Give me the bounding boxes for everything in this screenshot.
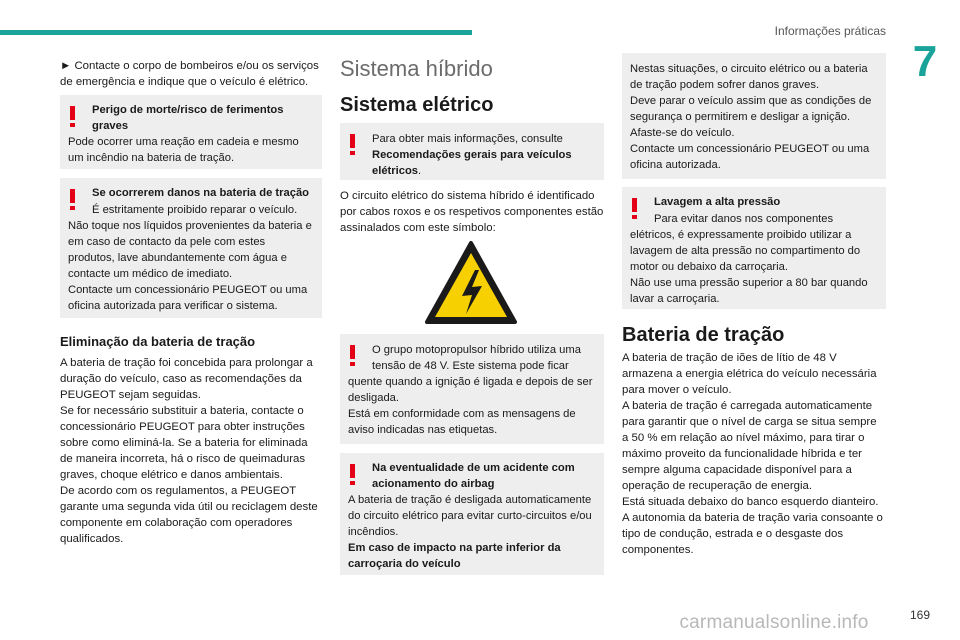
exclamation-icon	[350, 134, 355, 148]
exclamation-icon	[632, 198, 637, 212]
part-title: Sistema híbrido	[340, 56, 493, 81]
warning-body: Pode ocorrer uma reação em cadeia e mesmo um incêndio na bateria de tração.	[68, 136, 299, 164]
watermark: carmanualsonline.info	[679, 612, 869, 633]
warning-box-death-risk	[60, 95, 322, 169]
traction-battery-body: A bateria de tração de iões de lítio de 48 V armazena a energia elétrica do veículo necessária para mover o veículo. A bateria de tração é carregada automaticamente para garantir que o nível de carga se situa sempre a 50 % em relação ao nível máximo, para tirar o máximo proveito da funcionalidade híbrida e ter sempre alguma capacidade disponível para a operação de recuperação de energia. Está situada debaixo do banco esquerdo dianteiro. A autonomia da bateria de tração varia consoante o tipo de condução, estrada e o desgaste dos componentes.	[622, 352, 883, 556]
exclamation-icon	[350, 345, 355, 359]
info-box-general-recommendations	[340, 123, 604, 180]
continued-warning-box	[622, 53, 886, 179]
chapter-number: 7	[912, 37, 938, 86]
exclamation-icon	[70, 106, 75, 120]
warning-body: quente quando a ignição é ligada e depois de ser desligada. Está em conformidade com as mensagens de aviso indicadas nas etiquetas.	[348, 376, 593, 436]
disposal-body: A bateria de tração foi concebida para prolongar a duração do veículo, caso as recomendações da PEUGEOT sejam seguidas. Se for necessário substituir a bateria, contacte o concessionário PEUGEOT para obter instruções sobre como eliminá-la. Se a bateria for eliminada de maneira incorreta, há o risco de queimaduras graves, choque elétrico e danos ambientais. De acordo com os regulamentos, a PEUGEOT garante uma segunda vida útil ou reciclagem deste componente em colaboração com operadores qualificados.	[60, 357, 318, 545]
warning-body: A bateria de tração é desligada automaticamente do circuito elétrico para evitar curto-circuitos e/ou incêndios.	[348, 494, 592, 538]
warning-bold-end: Em caso de impacto na parte inferior da carroçaria do veículo	[348, 542, 561, 570]
continued-warning-body: Nestas situações, o circuito elétrico ou a bateria de tração podem sofrer danos graves. Deve parar o veículo assim que as condições de segurança o permitirem e desligar a ignição. Afaste-se do veículo. Contacte um concessionário PEUGEOT ou uma oficina autorizada.	[630, 63, 872, 171]
section-heading: Sistema elétrico	[340, 94, 494, 116]
warning-line: tensão de 48 V. Este sistema pode ficar	[372, 360, 569, 372]
warning-box-high-pressure-wash	[622, 187, 886, 309]
warning-box-battery-damage	[60, 178, 322, 318]
warning-line: O grupo motopropulsor híbrido utiliza uma	[372, 344, 581, 356]
warning-title: Lavagem a alta pressão	[654, 196, 781, 208]
section-title: Informações práticas	[774, 24, 886, 38]
page-number: 169	[909, 608, 930, 622]
exclamation-icon	[70, 189, 75, 203]
warning-line: É estritamente proibido reparar o veículo.	[92, 203, 298, 216]
header-accent-bar	[0, 30, 472, 35]
info-reference: Recomendações gerais para veículos elétricos	[372, 149, 572, 177]
traction-battery-heading: Bateria de tração	[622, 324, 785, 346]
warning-body: Não toque nos líquidos provenientes da bateria e em caso de contacto da pele com estes produtos, lave abundantemente com água e contacte um médico de imediato. Contacte um concessionário PEUGEOT ou uma oficina autorizada para verificar o sistema.	[68, 219, 312, 312]
warning-title: Perigo de morte/risco de ferimentos graves	[92, 104, 284, 132]
info-suffix: .	[418, 165, 422, 177]
warning-title: Na eventualidade de um acidente com acionamento do airbag	[372, 462, 575, 490]
warning-box-voltage	[340, 334, 604, 444]
warning-body: elétricos, é expressamente proibido utilizar a lavagem de alta pressão no compartimento do motor ou debaixo da carroçaria. Não use uma pressão superior a 80 bar quando lavar a carroçaria.	[630, 228, 868, 305]
warning-box-airbag-accident	[340, 453, 604, 575]
warning-line: Para evitar danos nos componentes	[654, 212, 834, 225]
electric-system-body: O circuito elétrico do sistema híbrido é identificado por cabos roxos e os respetivos componentes estão assinalados com este símbolo:	[340, 190, 604, 234]
warning-title: Se ocorrerem danos na bateria de tração	[92, 187, 309, 199]
high-voltage-warning-icon	[424, 240, 518, 326]
intro-bullet: ► Contacte o corpo de bombeiros e/ou os serviços de emergência e indique que o veículo é elétrico.	[60, 60, 319, 88]
info-line: Para obter mais informações, consulte	[372, 133, 563, 145]
exclamation-icon	[350, 464, 355, 478]
disposal-heading: Eliminação da bateria de tração	[60, 334, 256, 349]
